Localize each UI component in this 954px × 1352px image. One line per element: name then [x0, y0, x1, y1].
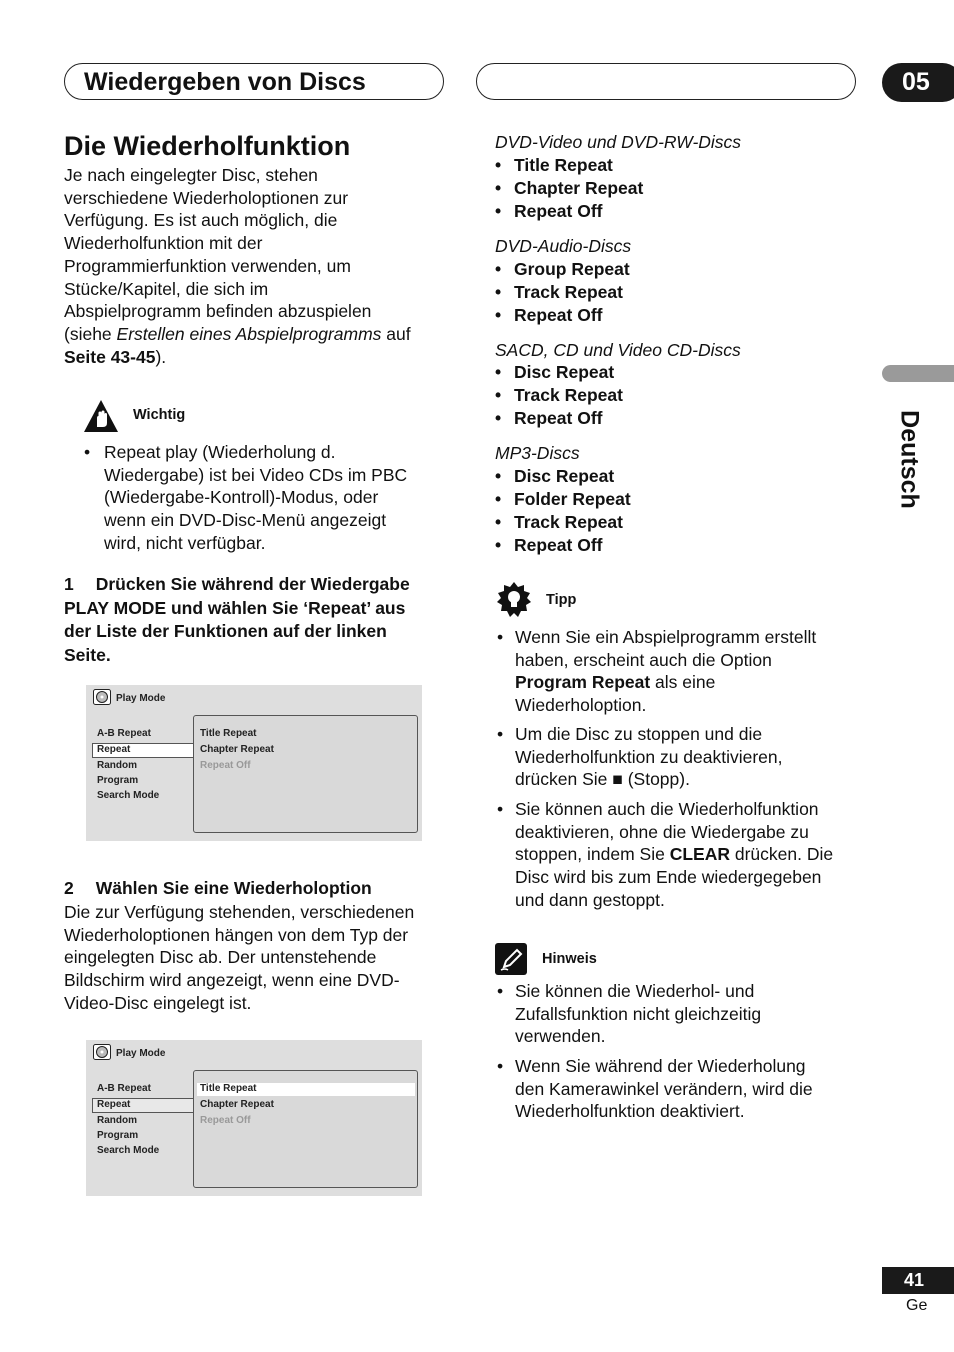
disc-icon: [93, 689, 111, 705]
tip-line-rest: als eine: [650, 672, 716, 693]
menu-item-random[interactable]: Random: [97, 1115, 137, 1126]
play-mode-screen-1: [86, 685, 422, 841]
repeat-option: Disc Repeat: [514, 362, 615, 382]
repeat-option: Disc Repeat: [514, 466, 615, 486]
repeat-option: Title Repeat: [514, 155, 613, 175]
note-line: verwenden.: [515, 1026, 606, 1047]
bullet-dot: •: [495, 408, 502, 428]
bullet-dot: •: [495, 385, 502, 405]
intro-ref-prefix: (siehe: [64, 323, 117, 344]
tip-line-post: drücken. Die: [729, 844, 834, 865]
step-2-line: Die zur Verfügung stehenden, verschiedenen: [64, 902, 415, 922]
repeat-option: Repeat Off: [514, 305, 603, 325]
bullet-dot: •: [495, 282, 502, 302]
bullet-dot: •: [495, 178, 502, 198]
important-line: wird, nicht verfügbar.: [104, 532, 266, 553]
tip-line: [515, 671, 816, 694]
repeat-option: Folder Repeat: [514, 489, 631, 509]
menu-item-search-mode[interactable]: Search Mode: [97, 1145, 160, 1156]
intro-line: Programmierfunktion verwenden, um: [64, 255, 351, 276]
important-bullet: [84, 441, 407, 555]
repeat-option: Track Repeat: [514, 282, 623, 302]
intro-line: verschiedene Wiederholoptionen zur: [64, 187, 349, 208]
tip-bullet-1: [497, 626, 816, 717]
repeat-option: Chapter Repeat: [514, 178, 644, 198]
screen-title: Play Mode: [116, 1048, 166, 1059]
step-1-number: 1: [64, 574, 74, 594]
tip-line: drücken Sie ■ (Stopp).: [515, 769, 690, 790]
disc-group-title: MP3-Discs: [495, 443, 580, 463]
note-line: Sie können die Wiederhol- und: [515, 981, 755, 1001]
note-bullet-1: [497, 980, 761, 1048]
step-2-line: Bildschirm wird angezeigt, wenn eine DVD-: [64, 970, 400, 991]
note-line: Wiederholfunktion deaktiviert.: [515, 1101, 745, 1122]
bullet-dot: •: [497, 799, 504, 819]
bullet-dot: •: [495, 466, 502, 486]
repeat-option: Repeat Off: [514, 408, 603, 428]
important-label: Wichtig: [133, 407, 186, 423]
intro-ref-title: Erstellen eines Abspielprogramms: [116, 323, 382, 344]
note-label: Hinweis: [542, 951, 597, 967]
page-language-code: Ge: [906, 1297, 928, 1314]
step-1-text: Drücken Sie während der Wiedergabe: [95, 574, 410, 594]
step-2-line: Video-Disc eingelegt ist.: [64, 992, 252, 1013]
step-1-line: PLAY MODE und wählen Sie ‘Repeat’ aus: [64, 597, 406, 618]
tip-bold: Program Repeat: [515, 672, 651, 693]
disc-group-title: DVD-Video und DVD-RW-Discs: [495, 132, 742, 152]
note-bullet-2: [497, 1055, 813, 1123]
step-2-number: 2: [64, 878, 74, 898]
tip-bold: CLEAR: [669, 844, 730, 865]
intro-line: Je nach eingelegter Disc, stehen: [64, 165, 318, 185]
play-mode-screen-2: [86, 1040, 422, 1196]
bullet-dot: •: [497, 627, 504, 647]
option-title-repeat[interactable]: Title Repeat: [200, 728, 257, 739]
intro-ref-line-2: [64, 346, 444, 369]
step-1-line: Seite.: [64, 644, 111, 665]
tip-bullet-2: [497, 723, 783, 791]
language-tab-marker: [882, 365, 954, 382]
intro-line: Stücke/Kapitel, die sich im: [64, 278, 269, 299]
tip-line: Disc wird bis zum Ende wiedergegeben: [515, 867, 822, 888]
disc-group-options: [495, 154, 643, 223]
chapter-number: 05: [882, 63, 954, 102]
tip-line: Wiederholoption.: [515, 695, 647, 716]
option-repeat-off[interactable]: Repeat Off: [200, 760, 251, 771]
menu-item-search-mode[interactable]: Search Mode: [97, 790, 160, 801]
important-line: Wiedergabe) ist bei Video CDs im PBC: [104, 464, 408, 485]
tip-line: Um die Disc zu stoppen und die: [515, 724, 763, 744]
step-2-paragraph: [64, 901, 454, 1015]
step-2-line: Wiederholoptionen hängen von dem Typ der: [64, 924, 409, 945]
note-line: den Kamerawinkel verändern, wird die: [515, 1078, 813, 1099]
tip-line: haben, erscheint auch die Option: [515, 649, 772, 670]
repeat-option: Repeat Off: [514, 201, 603, 221]
option-chapter-repeat[interactable]: Chapter Repeat: [200, 744, 274, 755]
bullet-dot: •: [495, 362, 502, 382]
bullet-dot: •: [495, 201, 502, 221]
step-2-heading: [64, 877, 372, 901]
tip-label: Tipp: [546, 592, 577, 608]
tip-line: und dann gestoppt.: [515, 889, 665, 910]
disc-group-options: [495, 258, 630, 327]
important-line: (Wiedergabe-Kontroll)-Modus, oder: [104, 487, 379, 508]
disc-group-title: SACD, CD und Video CD-Discs: [495, 340, 741, 360]
header-empty-frame: [476, 63, 856, 100]
page-number: 41: [882, 1267, 954, 1294]
bullet-dot: •: [497, 724, 504, 744]
step-2-line: eingelegten Disc ab. Der untenstehende: [64, 947, 377, 968]
repeat-option: Track Repeat: [514, 512, 623, 532]
intro-paragraph: [64, 164, 444, 368]
bullet-dot: •: [84, 442, 91, 462]
tip-line: Wiederholfunktion zu deaktivieren,: [515, 746, 783, 767]
language-tab-label: Deutsch: [895, 410, 924, 509]
important-line: Repeat play (Wiederholung d.: [104, 442, 336, 462]
bullet-dot: •: [497, 1056, 504, 1076]
note-line: Zufallsfunktion nicht gleichzeitig: [515, 1003, 762, 1024]
disc-group-title: DVD-Audio-Discs: [495, 236, 632, 256]
intro-line: Verfügung. Es ist auch möglich, die: [64, 210, 338, 231]
menu-item-program[interactable]: Program: [97, 1130, 139, 1141]
menu-item-random[interactable]: Random: [97, 760, 137, 771]
tip-line: Wenn Sie ein Abspielprogramm erstellt: [515, 627, 817, 647]
repeat-option: Track Repeat: [514, 385, 623, 405]
repeat-option: Repeat Off: [514, 535, 603, 555]
note-line: Wenn Sie während der Wiederholung: [515, 1056, 806, 1076]
page-heading: Die Wiederholfunktion: [64, 131, 351, 161]
pencil-note-icon: [495, 943, 527, 975]
important-line: wenn ein DVD-Disc-Menü angezeigt: [104, 510, 387, 531]
intro-ref-suffix: ).: [155, 346, 167, 367]
lightbulb-icon: [495, 581, 533, 619]
menu-item-ab-repeat[interactable]: A-B Repeat: [97, 728, 151, 739]
step-1-line: [64, 573, 454, 597]
intro-ref-page: Seite 43-45: [64, 346, 156, 367]
repeat-option: Group Repeat: [514, 259, 630, 279]
option-chapter-repeat[interactable]: Chapter Repeat: [200, 1099, 274, 1110]
menu-item-repeat[interactable]: Repeat: [97, 1099, 131, 1110]
intro-line: Abspielprogramm befinden abzuspielen: [64, 301, 372, 322]
step-1-line: der Liste der Funktionen auf der linken: [64, 621, 387, 641]
bullet-dot: •: [495, 305, 502, 325]
option-repeat-off[interactable]: Repeat Off: [200, 1115, 251, 1126]
bullet-dot: •: [495, 489, 502, 509]
tip-line: [515, 843, 833, 866]
tip-bullet-3: [497, 798, 833, 912]
bullet-dot: •: [497, 981, 504, 1001]
step-1-instruction: [64, 573, 454, 667]
menu-item-repeat[interactable]: Repeat: [97, 744, 131, 755]
intro-line: Wiederholfunktion mit der: [64, 233, 263, 254]
menu-item-program[interactable]: Program: [97, 775, 139, 786]
warning-hand-icon: [83, 399, 119, 433]
disc-icon: [93, 1044, 111, 1060]
bullet-dot: •: [495, 155, 502, 175]
disc-group-options: [495, 465, 631, 557]
intro-ref-line: [64, 323, 444, 346]
option-title-repeat[interactable]: Title Repeat: [200, 1083, 257, 1094]
bullet-dot: •: [495, 512, 502, 532]
section-title: Wiedergeben von Discs: [84, 68, 366, 96]
tip-line: Sie können auch die Wiederholfunktion: [515, 799, 819, 819]
bullet-dot: •: [495, 259, 502, 279]
tip-line-pre: stoppen, indem Sie: [515, 844, 670, 865]
menu-item-ab-repeat[interactable]: A-B Repeat: [97, 1083, 151, 1094]
screen-title: Play Mode: [116, 693, 166, 704]
intro-ref-mid: auf: [381, 323, 411, 344]
bullet-dot: •: [495, 535, 502, 555]
disc-group-options: [495, 361, 623, 430]
tip-line: deaktivieren, ohne die Wiedergabe zu: [515, 821, 809, 842]
step-2-title: Wählen Sie eine Wiederholoption: [95, 878, 372, 898]
